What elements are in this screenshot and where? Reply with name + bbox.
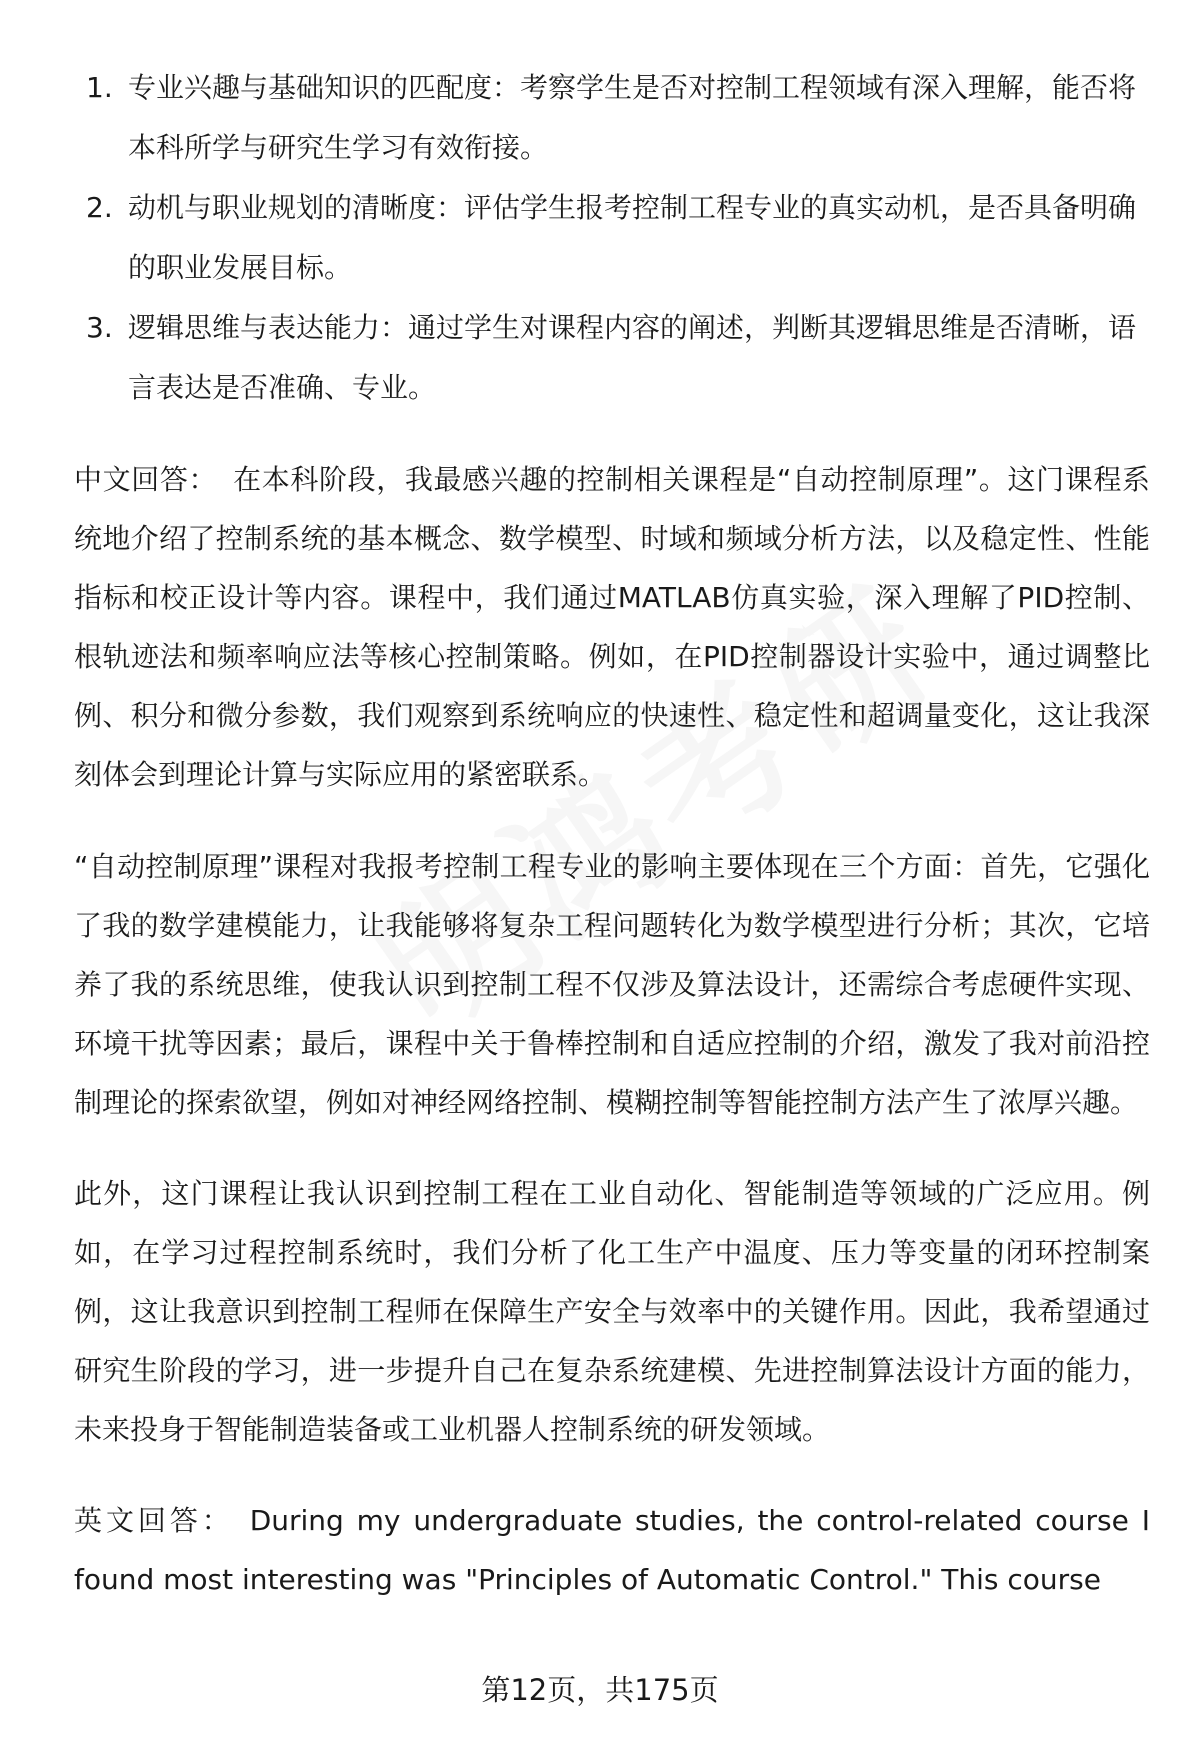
chinese-answer-paragraph-3: 此外，这门课程让我认识到控制工程在工业自动化、智能制造等领域的广泛应用。例如，在学习过程控制系统时，我们分析了化工生产中温度、压力等变量的闭环控制案例，这让我意识到控制工程师在保障生产安全与效率中的关键作用。因此，我希望通过研究生阶段的学习，进一步提升自己在复杂系统建模、先进控制算法设计方面的能力，未来投身于智能制造装备或工业机器人控制系统的研发领域。 — [74, 1177, 1150, 1446]
criteria-number: 3. — [86, 311, 113, 344]
criteria-item-2 — [74, 178, 1150, 298]
criteria-text: 逻辑思维与表达能力：通过学生对课程内容的阐述，判断其逻辑思维是否清晰，语言表达是否准确、专业。 — [128, 311, 1137, 404]
chinese-answer-label: 中文回答： — [74, 463, 218, 496]
evaluation-criteria-list — [74, 58, 1150, 418]
english-answer-paragraph — [74, 1491, 1150, 1609]
page-indicator: 第12页，共175页 — [481, 1673, 719, 1707]
criteria-text: 专业兴趣与基础知识的匹配度：考察学生是否对控制工程领域有深入理解，能否将本科所学与研究生学习有效衔接。 — [128, 71, 1137, 164]
criteria-number: 2. — [86, 191, 113, 224]
chinese-answer-paragraph-2: “自动控制原理”课程对我报考控制工程专业的影响主要体现在三个方面：首先，它强化了我的数学建模能力，让我能够将复杂工程问题转化为数学模型进行分析；其次，它培养了我的系统思维，使我认识到控制工程不仅涉及算法设计，还需综合考虑硬件实现、环境干扰等因素；最后，课程中关于鲁棒控制和自适应控制的介绍，激发了我对前沿控制理论的探索欲望，例如对神经网络控制、模糊控制等智能控制方法产生了浓厚兴趣。 — [74, 850, 1150, 1119]
criteria-text: 动机与职业规划的清晰度：评估学生报考控制工程专业的真实动机，是否具备明确的职业发展目标。 — [128, 191, 1137, 284]
chinese-answer-text-1: 在本科阶段，我最感兴趣的控制相关课程是“自动控制原理”。这门课程系统地介绍了控制系统的基本概念、数学模型、时域和频域分析方法，以及稳定性、性能指标和校正设计等内容。课程中，我们通过MATLAB仿真实验，深入理解了PID控制、根轨迹法和频率响应法等核心控制策略。例如，在PID控制器设计实验中，通过调整比例、积分和微分参数，我们观察到系统响应的快速性、稳定性和超调量变化，这让我深刻体会到理论计算与实际应用的紧密联系。 — [74, 463, 1150, 791]
criteria-item-1 — [74, 58, 1150, 178]
chinese-answer-paragraph-1 — [74, 450, 1150, 804]
document-body — [74, 58, 1150, 1609]
english-answer-text: During my undergraduate studies, the control-related course I found most interesting was "Principles of Automatic Control." This course — [74, 1504, 1150, 1596]
english-answer-label: 英文回答： — [74, 1504, 234, 1537]
criteria-number: 1. — [86, 71, 113, 104]
criteria-item-3 — [74, 298, 1150, 418]
